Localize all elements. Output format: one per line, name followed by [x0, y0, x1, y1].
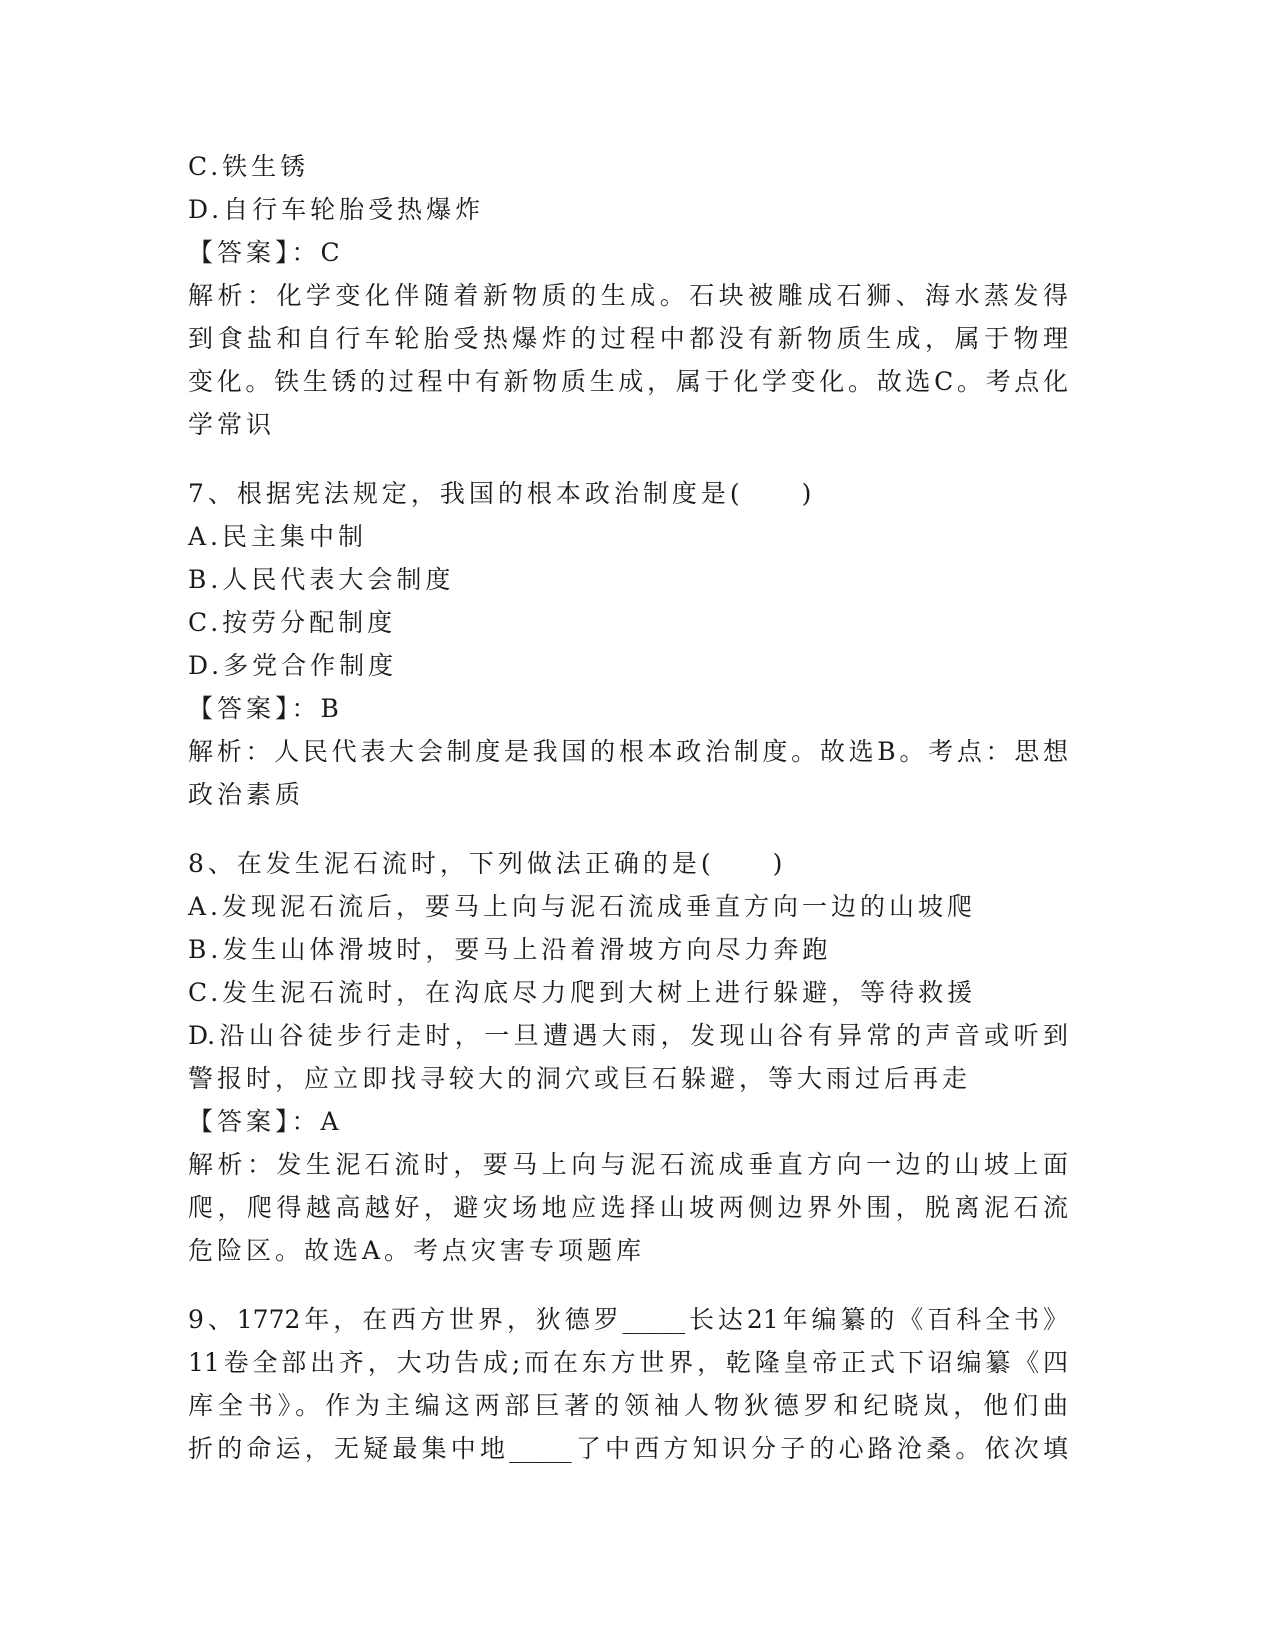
question-9-block: [188, 1298, 1068, 1470]
option-a: A.发现泥石流后，要马上向与泥石流成垂直方向一边的山坡爬: [188, 892, 977, 921]
question-text: 库全书》。作为主编这两部巨著的领袖人物狄德罗和纪晓岚，他们曲: [188, 1391, 1068, 1420]
question-6-block: [188, 145, 1068, 446]
spacer: [188, 816, 1068, 842]
option-d-continued: 警报时，应立即找寻较大的洞穴或巨石躲避，等大雨过后再走: [188, 1064, 972, 1093]
analysis-line: 变化。铁生锈的过程中有新物质生成，属于化学变化。故选C。考点化: [188, 367, 1068, 396]
question-text: 7、根据宪法规定，我国的根本政治制度是( ): [188, 479, 816, 508]
analysis-line: 解析：化学变化伴随着新物质的生成。石块被雕成石狮、海水蒸发得: [188, 281, 1068, 310]
spacer: [188, 446, 1068, 472]
analysis-line: 解析：发生泥石流时，要马上向与泥石流成垂直方向一边的山坡上面: [188, 1150, 1068, 1179]
option-b: B.人民代表大会制度: [188, 565, 455, 594]
analysis-line: 到食盐和自行车轮胎受热爆炸的过程中都没有新物质生成，属于物理: [188, 324, 1068, 353]
analysis-line: 解析：人民代表大会制度是我国的根本政治制度。故选B。考点：思想: [188, 737, 1068, 766]
analysis-line: 爬，爬得越高越好，避灾场地应选择山坡两侧边界外围，脱离泥石流: [188, 1193, 1068, 1222]
answer-label: 【答案】：C: [188, 238, 344, 267]
analysis-line: 学常识: [188, 410, 276, 439]
analysis-line: 政治素质: [188, 780, 305, 809]
question-text: 11卷全部出齐，大功告成;而在东方世界，乾隆皇帝正式下诏编纂《四: [188, 1348, 1068, 1377]
option-c: C.按劳分配制度: [188, 608, 397, 637]
option-c: C.发生泥石流时，在沟底尽力爬到大树上进行躲避，等待救援: [188, 978, 977, 1007]
answer-label: 【答案】：B: [188, 694, 343, 723]
question-text: 8、在发生泥石流时，下列做法正确的是( ): [188, 849, 787, 878]
option-c: C.铁生锈: [188, 152, 310, 181]
question-8-block: [188, 842, 1068, 1272]
question-text: 折的命运，无疑最集中地_____了中西方知识分子的心路沧桑。依次填: [188, 1434, 1068, 1463]
option-d: D.沿山谷徒步行走时，一旦遭遇大雨，发现山谷有异常的声音或听到: [188, 1021, 1068, 1050]
question-text: 9、1772年，在西方世界，狄德罗_____长达21年编纂的《百科全书》: [188, 1305, 1068, 1334]
answer-label: 【答案】：A: [188, 1107, 343, 1136]
option-b: B.发生山体滑坡时，要马上沿着滑坡方向尽力奔跑: [188, 935, 832, 964]
document-page: [188, 145, 1068, 1470]
option-d: D.自行车轮胎受热爆炸: [188, 195, 485, 224]
question-7-block: [188, 472, 1068, 816]
analysis-line: 危险区。故选A。考点灾害专项题库: [188, 1236, 646, 1265]
option-d: D.多党合作制度: [188, 651, 398, 680]
spacer: [188, 1272, 1068, 1298]
option-a: A.民主集中制: [188, 522, 368, 551]
